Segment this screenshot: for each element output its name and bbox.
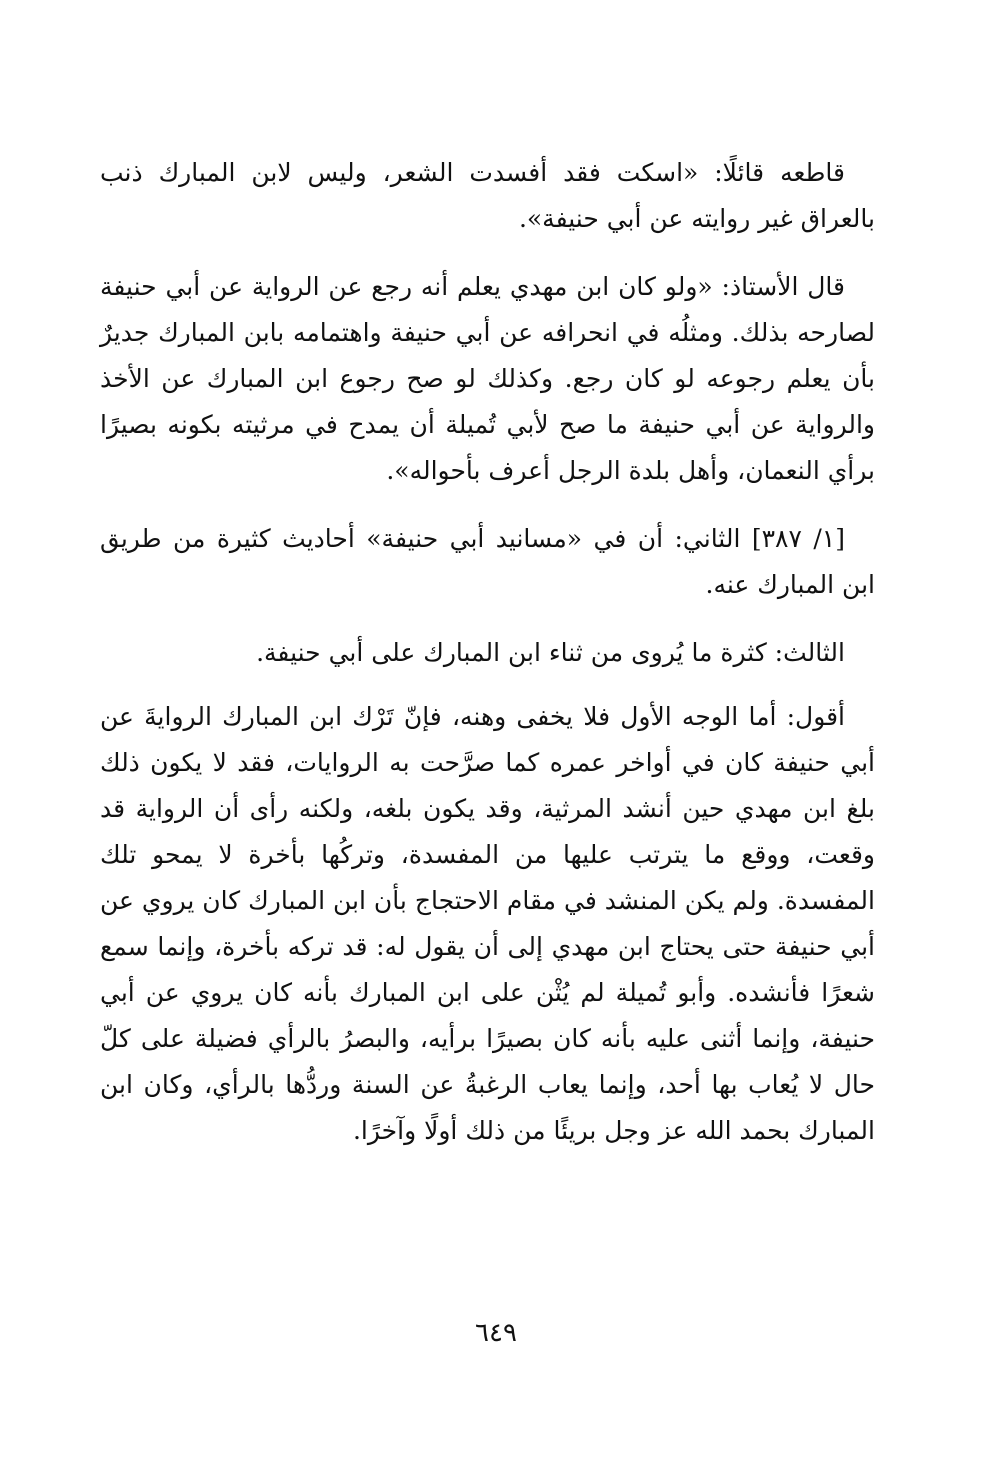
paragraph-1: قاطعه قائلًا: «اسكت فقد أفسدت الشعر، وليس لابن المبارك ذنب بالعراق غير روايته عن أبي حنيفة». xyxy=(100,158,875,233)
paragraph-2: قال الأستاذ: «ولو كان ابن مهدي يعلم أنه رجع عن الرواية عن أبي حنيفة لصارحه بذلك. ومثلُه في انحرافه عن أبي حنيفة واهتمامه بابن المبارك جديرٌ بأن يعلم رجوعه لو كان رجع. وكذلك لو صح رجوع ابن المبارك عن الأخذ والرواية عن أبي حنيفة ما صح لأبي تُميلة أن يمدح في مرثيته بكونه بصيرًا برأي النعمان، وأهل بلدة الرجل أعرف بأحواله». xyxy=(100,272,875,485)
paragraph-3: [١/ ٣٨٧] الثاني: أن في «مسانيد أبي حنيفة» أحاديث كثيرة من طريق ابن المبارك عنه. xyxy=(100,524,875,599)
page-number: ٦٤٩ xyxy=(475,1318,517,1348)
paragraph-4: الثالث: كثرة ما يُروى من ثناء ابن المبارك على أبي حنيفة. xyxy=(256,638,845,667)
paragraph-5: أقول: أما الوجه الأول فلا يخفى وهنه، فإنّ تَرْك ابن المبارك الروايةَ عن أبي حنيفة كان في أواخر عمره كما صرَّحت به الروايات، فقد لا يكون ذلك بلغ ابن مهدي حين أنشد المرثية، وقد يكون بلغه، ولكنه رأى أن الرواية قد وقعت، ووقع ما يترتب عليها من المفسدة، وتركُها بأخرة لا يمحو تلك المفسدة. ولم يكن المنشد في مقام الاحتجاج بأن ابن المبارك كان يروي عن أبي حنيفة حتى يحتاج ابن مهدي إلى أن يقول له: قد تركه بأخرة، وإنما سمع شعرًا فأنشده. وأبو تُميلة لم يُثْن على ابن المبارك بأنه كان يروي عن أبي حنيفة، وإنما أثنى عليه بأنه كان بصيرًا برأيه، والبصرُ بالرأي فضيلة على كلّ حال لا يُعاب بها أحد، وإنما يعاب الرغبةُ عن السنة وردُّها بالرأي، وكان ابن المبارك بحمد الله عز وجل بريئًا من ذلك أولًا وآخرًا. xyxy=(100,702,875,1145)
page-body xyxy=(100,150,875,1176)
